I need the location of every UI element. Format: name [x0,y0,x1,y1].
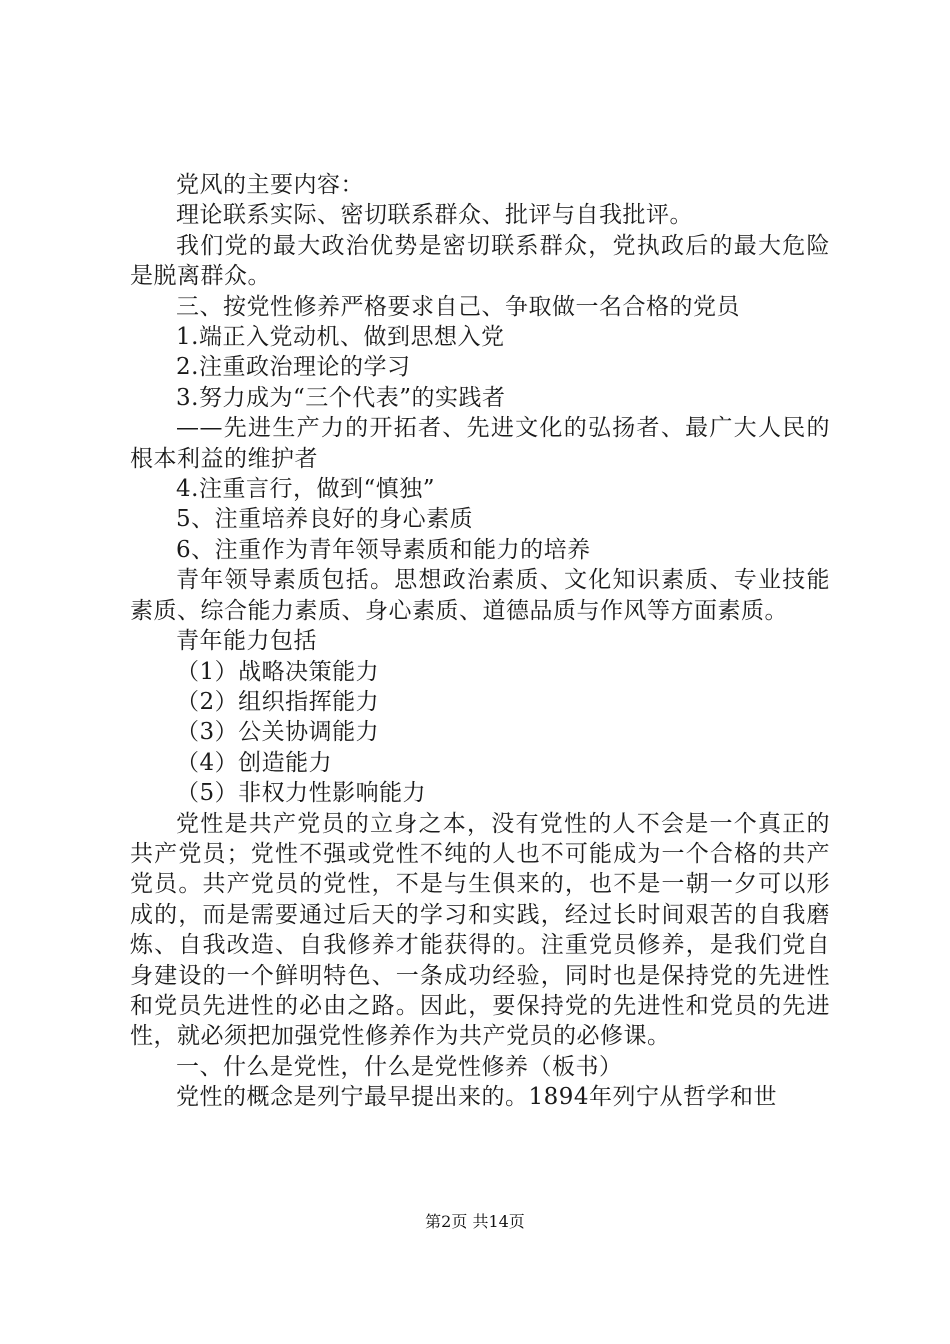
paragraph: 5、注重培养良好的身心素质 [176,506,474,533]
list-item: （5）非权力性影响能力 [176,780,427,807]
paragraph: 我们党的最大政治优势是密切联系群众，党执政后的最大危险是脱离群众。 [130,232,830,290]
paragraph: 4.注重言行，做到“慎独” [176,476,435,503]
paragraph: 党性的概念是列宁最早提出来的。1894年列宁从哲学和世 [176,1084,778,1111]
paragraph: 党风的主要内容： [176,172,364,198]
paragraph: 理论联系实际、密切联系群众、批评与自我批评。 [176,202,693,229]
paragraph: 6、注重作为青年领导素质和能力的培养 [176,536,591,563]
body-text [130,170,830,1113]
paragraph: 3.努力成为“三个代表”的实践者 [176,384,506,411]
paragraph: 青年领导素质包括。思想政治素质、文化知识素质、专业技能素质、综合能力素质、身心素质、道德品质与作风等方面素质。 [130,567,830,624]
paragraph: 青年能力包括 [176,628,317,655]
paragraph: 党性是共产党员的立身之本，没有党性的人不会是一个真正的共产党员；党性不强或党性不纯的人也不可能成为一个合格的共产党员。共产党员的党性，不是与生俱来的，也不是一朝一夕可以形成的，而是需要通过后天的学习和实践，经过长时间艰苦的自我磨炼、自我改造、自我修养才能获得的。注重党员修养，是我们党自身建设的一个鲜明特色、一条成功经验，同时也是保持党的先进性和党员先进性的必由之路。因此，要保持党的先进性和党员的先进性，就必须把加强党性修养作为共产党员的必修课。 [130,810,830,1050]
paragraph: 1.端正入党动机、做到思想入党 [176,324,505,351]
list-item: （1）战略决策能力 [176,658,380,685]
list-item: （3）公关协调能力 [176,719,380,746]
section-heading: 一、什么是党性，什么是党性修养（板书） [176,1053,623,1080]
page-footer: 第2页 共14页 [425,1212,525,1231]
list-item: （2）组织指挥能力 [176,688,380,715]
paragraph: 2.注重政治理论的学习 [176,354,411,381]
list-item: （4）创造能力 [176,749,333,776]
paragraph: ——先进生产力的开拓者、先进文化的弘扬者、最广大人民的根本利益的维护者 [130,415,830,472]
paragraph: 三、按党性修养严格要求自己、争取做一名合格的党员 [176,293,740,320]
